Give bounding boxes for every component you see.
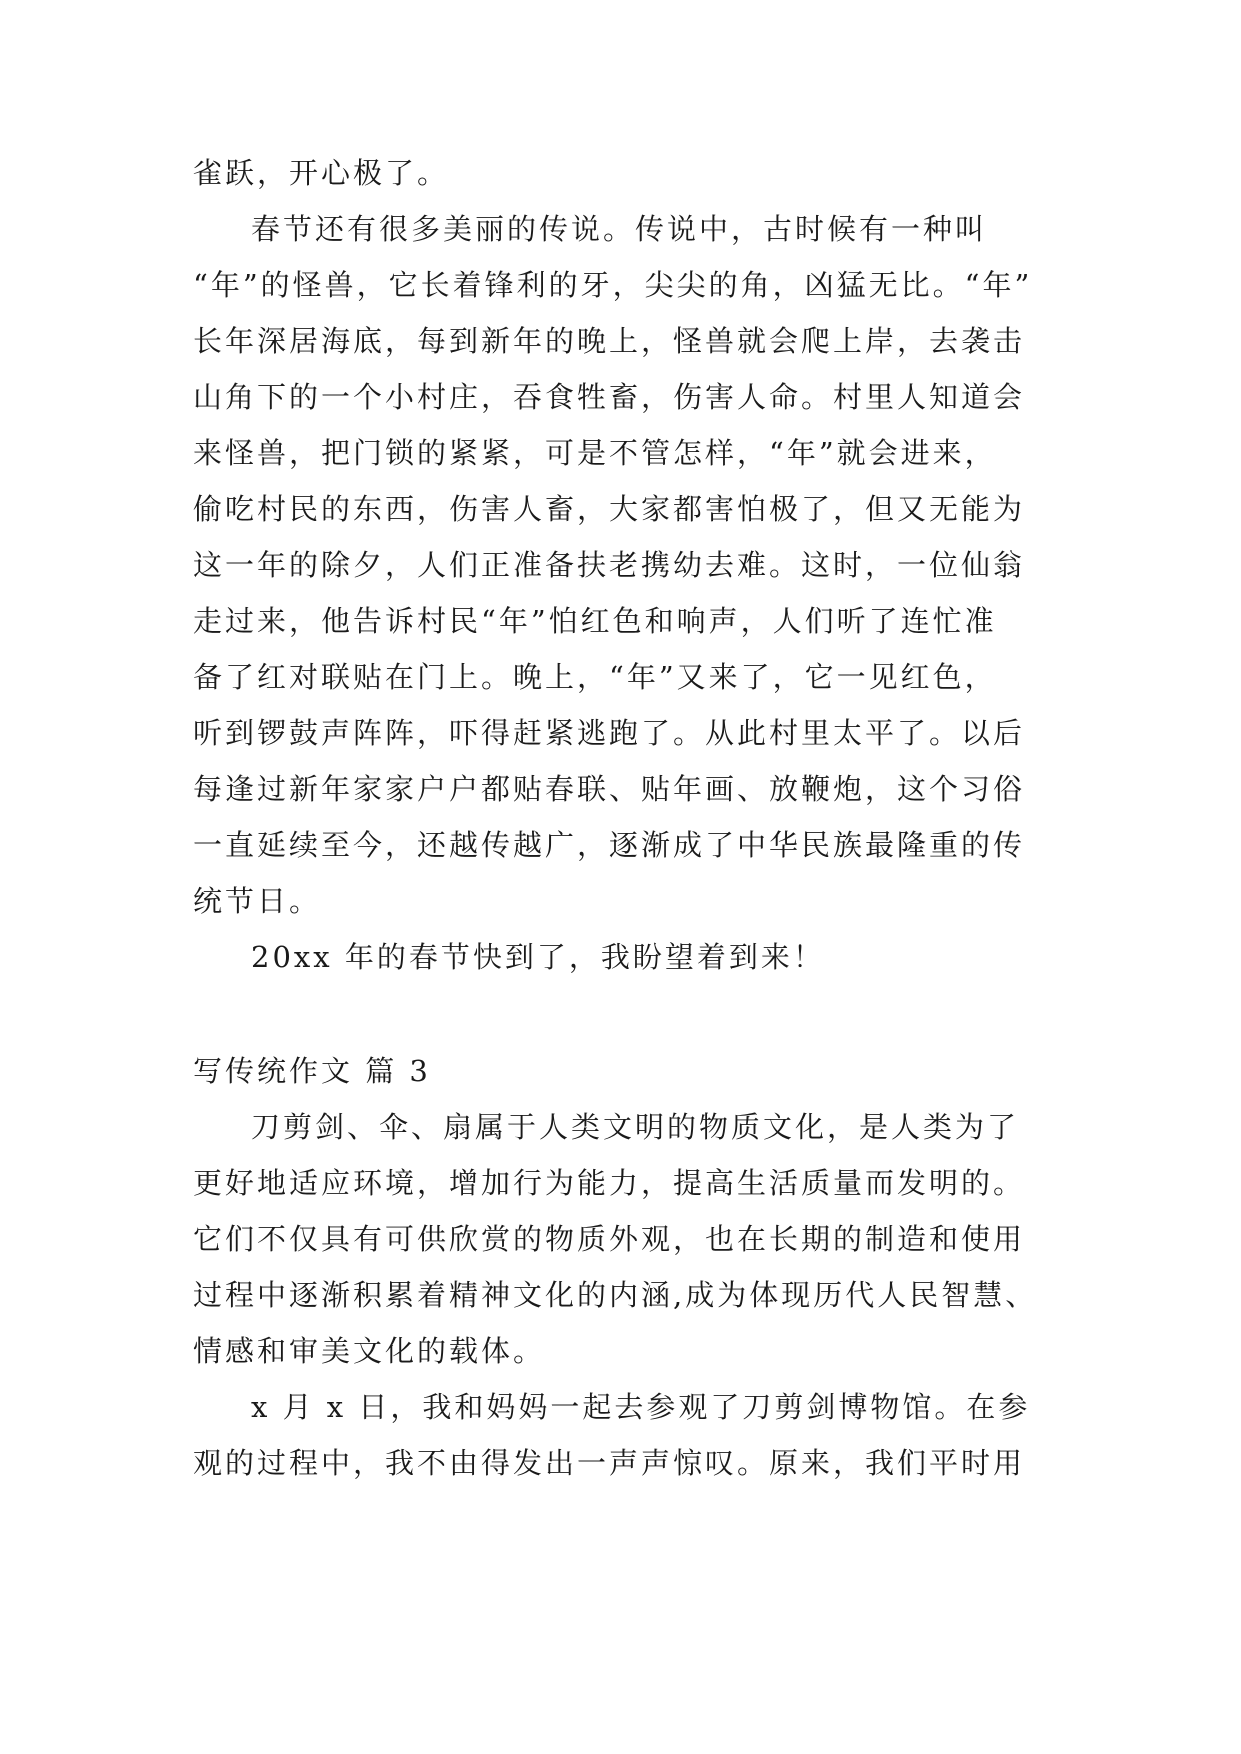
paragraph-first-line: x 月 x 日，我和妈妈一起去参观了刀剪剑博物馆。在参 — [251, 1390, 1031, 1424]
text-line: 统节日。 — [193, 884, 322, 918]
text-line: 一直延续至今，还越传越广，逐渐成了中华民族最隆重的传 — [193, 828, 1026, 862]
text-line: 这一年的除夕，人们正准备扶老携幼去难。这时，一位仙翁 — [193, 548, 1026, 582]
text-line: 每逢过新年家家户户都贴春联、贴年画、放鞭炮，这个习俗 — [193, 772, 1026, 806]
section-heading: 写传统作文 篇 3 — [193, 1054, 431, 1088]
text-line: 山角下的一个小村庄，吞食牲畜，伤害人命。村里人知道会 — [193, 380, 1026, 414]
text-line: 情感和审美文化的载体。 — [193, 1334, 546, 1368]
text-line: 长年深居海底，每到新年的晚上，怪兽就会爬上岸，去袭击 — [193, 324, 1026, 358]
text-line: 备了红对联贴在门上。晚上，“年”又来了，它一见红色， — [193, 660, 997, 694]
paragraph-first-line: 刀剪剑、伞、扇属于人类文明的物质文化，是人类为了 — [251, 1110, 1020, 1144]
text-line: 雀跃，开心极了。 — [193, 156, 450, 190]
text-line: 过程中逐渐积累着精神文化的内涵,成为体现历代人民智慧、 — [193, 1278, 1038, 1312]
text-line: 走过来，他告诉村民“年”怕红色和响声，人们听了连忙准 — [193, 604, 997, 638]
paragraph-first-line: 春节还有很多美丽的传说。传说中，古时候有一种叫 — [251, 212, 988, 246]
text-line: 偷吃村民的东西，伤害人畜，大家都害怕极了，但又无能为 — [193, 492, 1026, 526]
text-line: 来怪兽，把门锁的紧紧，可是不管怎样，“年”就会进来， — [193, 436, 997, 470]
text-line: 更好地适应环境，增加行为能力，提高生活质量而发明的。 — [193, 1166, 1026, 1200]
text-line: 观的过程中，我不由得发出一声声惊叹。原来，我们平时用 — [193, 1446, 1026, 1480]
text-line: 听到锣鼓声阵阵，吓得赶紧逃跑了。从此村里太平了。以后 — [193, 716, 1026, 750]
text-line: 它们不仅具有可供欣赏的物质外观，也在长期的制造和使用 — [193, 1222, 1026, 1256]
text-line: “年”的怪兽，它长着锋利的牙，尖尖的角，凶猛无比。“年” — [193, 268, 1033, 302]
paragraph-first-line: 20xx 年的春节快到了，我盼望着到来！ — [251, 940, 825, 974]
